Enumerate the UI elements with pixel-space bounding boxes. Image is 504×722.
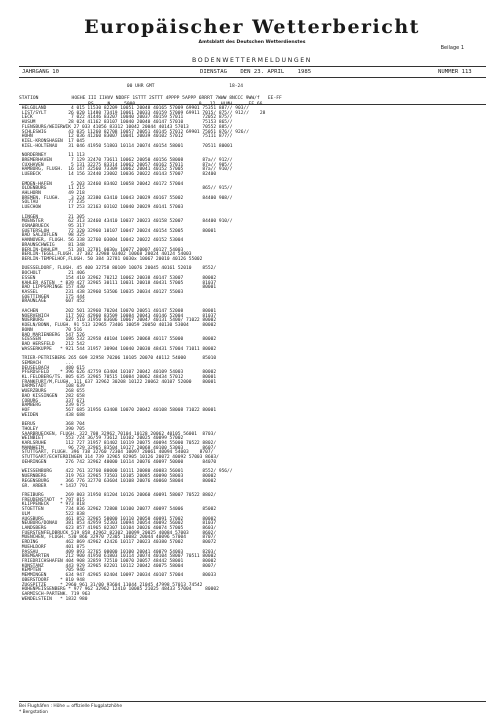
section-band: BODENWETTERMELDUNGEN <box>192 57 312 64</box>
meta-nummer: NUMMER 113 <box>438 69 472 75</box>
stations-table: HELGOLAND 4 015 11530 82209 10051 20048 40165 57009 69901 75351 887// 903// LIST/SYLT 26 020 11480 73419 10061 20033 40159 57009 69911 7015/ 875// 912// 28 LECK 7 022 41446 83207 10040 20037 40159 57011 72052 875// HUSUM 28 024 41162 83107 10040 20040 40147 57010 75153 865// FLENSBURG/WEIERWIK 27 033 41056 83312 10042 20044 40143 57013 70552 885// SCHLESWIG 43 035 11260 82708 10057 20051 40145 57012 69901 75051 876// 926// HOHN 12 036 41260 83007 10041 20039 40102 57012 75111 877// KIEL-KRONSHAGEN 17 045 KIEL-HOLTENAU 31 046 41950 51803 10114 20074 40154 58001 70511 80001 NORDERNEY 11 113 BREMERHAVEN 7 129 32470 73611 10062 20050 40156 58008 87a// 912// CUXHAVEN 5 131 32275 83314 10062 20057 40162 57011 87a// 905// HAMBURG, FLUGH. 16 147 32560 73309 10062 20041 40152 57005 87a// 910// LUEBECK 14 156 32440 23002 10036 20022 40143 57007 82400 EMDEN-HAFEN 5 203 32460 83402 10058 20042 40172 57004 OLDENBURG 11 215 865// 915// AHLHORN 49 218 BREMEN, FLUGH. 3 224 32380 63410 10043 20029 40167 55002 84400 908// SOLTAU 77 235 LUECHOW 17 253 32163 03102 10040 20029 40141 57003 LINGEN 21 305 MUENSTER 62 313 32460 43410 10037 20023 40158 52007 84400 910// OSNABRUECK 95 317 GUETERSLOH 72 320 32960 10107 10047 20024 40154 52005 80001 BAD SALZUFLEN 98 325 HANNOVER, FLUGH. 56 338 32760 03004 10042 20022 40152 53004 BRAUNSCHWEIG 81 348 BERLIN-DAHLEM 51 381 32781 0030x 10077 20007 40127 54003 BERLIN-TEGEL,FLUGH. 37 382 32980 03402 10068 20024 40124 54003 BERLIN-TEMPELHOF,FLUGH. 50 384 32781 0030x 10067 20010 40126 55002 DUESSELDORF, FLUGH. 45 400 32758 80109 10076 20045 40161 52010 8552/ BOCHOLT 21 406 ESSEN 154 410 32962 70212 10062 20038 40147 53007 80002 KAHLER ASTEN * 839 427 32965 30111 10031 20018 40431 57005 81037 BAD LIPPSPRINGE 157 430 80001 KASSEL 231 438 32960 53506 10035 20034 40127 55003 GOETTINGEN 175 444 BRAUNLAGE 607 452 AACHEN 202 501 32960 70204 10070 20051 40147 52008 80001 NOERVENICH 117 502 42960 83509 10084 20043 40146 52004 81037 NUERBURG 627 510 31950 83606 10067 20047 40131 5400/ 71022 80002 KOELN/BONN, FLUGH. 91 513 32965 73406 10059 20050 40130 53004 80002 BONN 70 516 BAD MARIENBERG 547 526 GIESSEN 186 532 32958 40104 10095 20068 40117 55000 80002 BAD HERSFELD 212 542 WASSERKUPPE * 921 544 31957 30904 10040 20030 48431 57004 71011 80002 TRIER-PETRISBERG 265 609 32958 70206 10105 20070 40112 54000 85010 SEMBACH ... DEUSELBACH 480 615 PFERDSFELD * 396 626 42759 63404 10107 20042 40109 54003 80002 KL.FELDBERG/TS. 805 635 32965 70515 10084 20062 48434 57012 80001 FRANKFURT/M,FLUGH. 111 637 32962 30208 10122 20062 40107 52000 80001 DARMSTADT 108 639 WUERZBURG 268 655 BAD KISSINGEN 282 658 COBURG 337 671 BAMBERG 239 675 HOF 567 685 31956 63408 10070 20042 40108 58008 71022 80001 WEIDEN 438 688 BERUS 368 704 THOLEY 390 705 SAARBRUECKEN, FLUGH. 322 708 32962 70104 10128 20062 40105 56001 8703/ WEINBIET 553 724 36/59 73612 10102 20025 40099 57002 KARLSRUHE 112 727 31957 81402 10119 20075 40094 55000 70522 8802/ MANNHEIM 96 729 32965 83504 10127 20068 40100 53003 8607/ STUTTGART, FLUGH. 396 738 32760 72304 10097 20061 40094 54003 8707/ STUTTGART/ECHTERDINGEN 314 739 32965 82905 10126 20072 40092 57003 8603/ OEHRINGEN 276 742 32962 40000 10114 20076 40097 50000 84070 WEISSENBURG 422 761 32760 80000 10111 20080 40083 56001 8552/ 956// NUERNBERG 319 763 32965 73503 10105 20085 40090 58003 80002 REGENSBURG 366 776 32770 63604 10108 20076 40060 58004 80002 GR. ARBER * 1437 791 FREIBURG 269 803 31950 81204 10126 20060 40091 58007 70522 8802/ FREUDENSTADT * 797 815 KLIPPENECK * 973 818 STOETTEN 734 836 32962 72808 10100 20077 40097 54006 85002 ULM 522 838 AUGSBURG 461 852 32965 50000 10110 20050 40091 57002 80002 NEUBURG/DONAU 381 853 42959 52303 10094 20054 40092 56002 81037 LANDSBERG 623 857 41965 82307 10104 20026 40074 57005 8603/ FUERSTENFELDBRUCK 519 858 42962 82302 10099 20025 40084 57003 8602/ MUENCHEN, FLUGH. 530 866 32970 72305 10082 20044 40096 57004 8707/ ERDING 462 869 42962 42426 10117 20023 40380 57002 80072 MUEHLDORF 401 875 PASSAU 409 893 32765 00000 10100 20041 40079 54003 8203/ BREMGARTEN 212 900 41950 61803 10114 20074 40104 58007 70511 80002 FRIEDRICHSHAFEN 404 908 32859 72510 10070 20057 48442 58001 80002 KONSTANZ 443 929 32965 82201 10112 20042 40075 58004 8007/ KEMPTEN 705 946 MEMMINGEN 634 947 42965 82404 10097 20034 40107 57004 80033 OBERSTDORF * 810 948 ZUGSPITZE * 2960 961 31/00 93604 11044 21045 47998 57013 74542 HOHENPEISSENBERG * 977 962 32962 12410 10085 21025 48433 57004 80002 GARMISCH-PARTENK. 719 963 WENDELSTEIN * 1832 980 <box>21 106 266 602</box>
footnote: Bei Flughäfen : Höhe = offizielle Flugplatzhöhe * Bergstation <box>19 704 123 715</box>
page-title: Europäischer Wetterbericht <box>84 16 420 38</box>
rule-meta <box>19 77 486 78</box>
meta-jahrgang: JAHRGANG 10 <box>22 69 60 75</box>
rule-header <box>19 104 486 105</box>
beilage-label: Beilage 1 <box>440 45 464 51</box>
rule-bottom <box>19 701 486 702</box>
meta-date: DIENSTAG DEN 23. APRIL 1985 <box>200 69 312 75</box>
page-subtitle: Amtsblatt des Deutschen Wetterdienstes <box>198 40 306 45</box>
rule-top <box>19 66 486 67</box>
column-header: 00 UHR GMT 18-24 STATION HOEHE III IIHVV NDDFF 1STTT 2STTT 4PPPP 5APPP 6RRRT 7WWW 8NCCC 9WW/f EE-FF RS N 5000 0 12 HLMH EE 66 <box>19 84 282 108</box>
